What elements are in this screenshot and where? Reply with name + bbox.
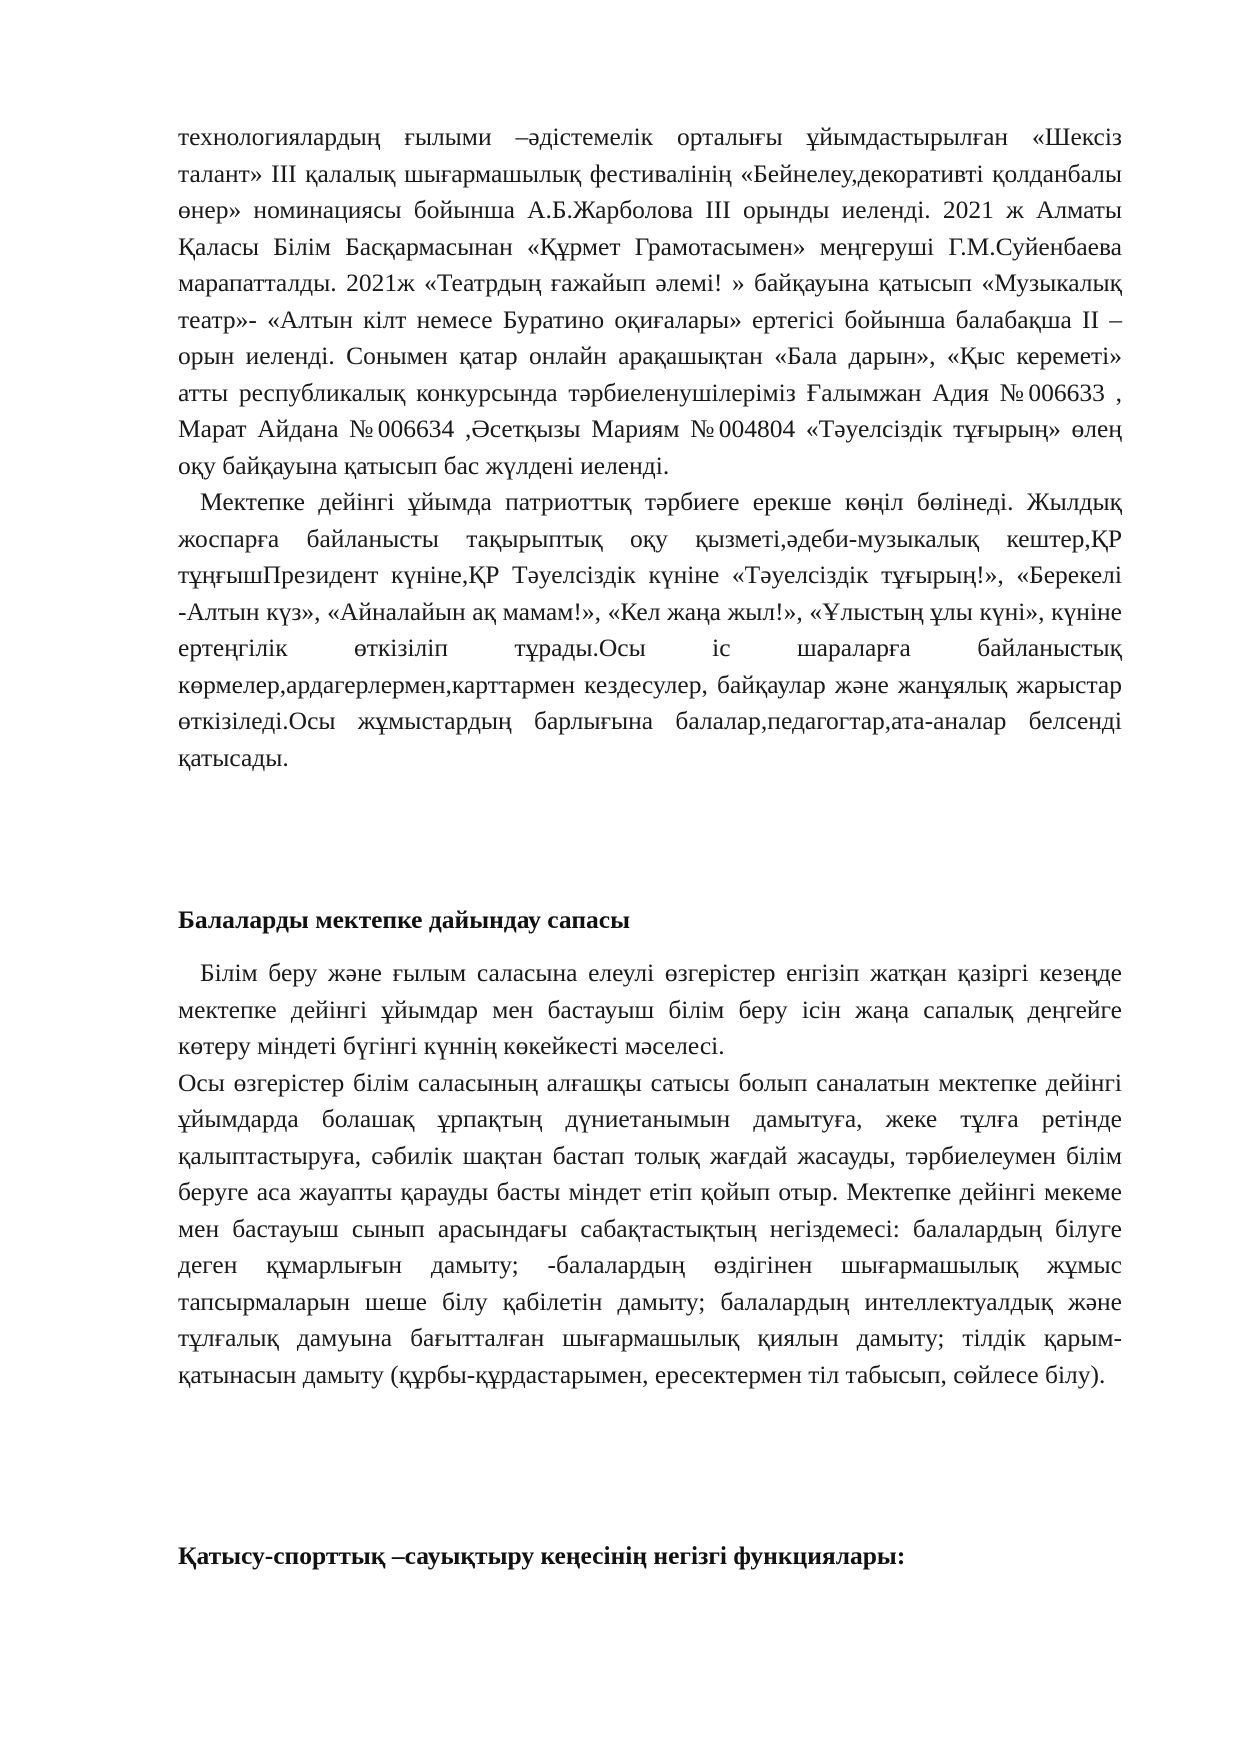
paragraph-awards: технологиялардың ғылыми –әдістемелік орталығы ұйымдастырылған «Шексіз талант» ІІІ қалалық шығармашылық фестивалінің «Бейнелеу,декоративті қолданбалы өнер» номинациясы бойынша А.Б.Жарболова ІІІ орынды иеленді. 2021 ж Алматы Қаласы Білім Басқармасынан «Құрмет Грамотасымен» меңгеруші Г.М.Суйенбаева марапатталды. 2021ж «Театрдың ғажайып әлемі! » байқауына қатысып «Музыкалық театр»- «Алтын кілт немесе Буратино оқиғалары» ертегісі бойынша балабақша ІІ – орын иеленді. Сонымен қатар онлайн арақашықтан «Бала дарын», «Қыс кереметі» атты республикалық конкурсында тәрбиеленушілеріміз Ғалымжан Адия №006633 , Марат Айдана №006634 ,Әсетқызы Мариям №004804 «Тәуелсіздік тұғырың» өлең оқу байқауына қатысып бас жүлдені иеленді. <box>178 122 1122 480</box>
paragraph-continuity: Осы өзгерістер білім саласының алғашқы сатысы болып саналатын мектепке дейінгі ұйымдарда болашақ ұрпақтың дүниетанымын дамытуға, жеке тұлға ретінде қалыптастыруға, сәбилік шақтан бастап толық жағдай жасауды, тәрбиелеумен білім беруге аса жауапты қарауды басты міндет етіп қойып отыр. Мектепке дейінгі мекеме мен бастауыш сынып арасындағы сабақтастықтың негіздемесі: балалардың білуге деген құмарлығын дамыту; -балалардың өздігінен шығармашылық жұмыс тапсырмаларын шеше білу қабілетін дамыту; балалардың интеллектуалдық және тұлғалық дамуына бағытталған шығармашылық қиялын дамыту; тілдік қарым-қатынасын дамыту (құрбы-құрдастарымен, ересектермен тіл табысып, сөйлесе білу). <box>178 1067 1122 1389</box>
section-heading-sports-council: Қатысу-спорттық –сауықтыру кеңесінің негізгі функциялары: <box>178 1541 906 1570</box>
section-heading-school-readiness: Балаларды мектепке дайындау сапасы <box>178 905 631 934</box>
text-block-awards <box>178 119 1122 776</box>
paragraph-reform: Білім беру және ғылым саласына елеулі өзгерістер енгізіп жатқан қазіргі кезеңде мектепке дейінгі ұйымдар мен бастауыш білім беру ісін жаңа сапалық деңгейге көтеру міндеті бүгінгі күннің көкейкесті мәселесі. <box>178 958 1122 1060</box>
paragraph-patriotic-education: Мектепке дейінгі ұйымда патриоттық тәрбиеге ерекше көңіл бөлінеді. Жылдық жоспарға байланысты тақырыптық оқу қызметі,әдеби-музыкалық кештер,ҚР тұңғышПрезидент күніне,ҚР Тәуелсіздік күніне «Тәуелсіздік тұғырың!», «Берекелі -Алтын күз», «Айналайын ақ мамам!», «Кел жаңа жыл!», «Ұлыстың ұлы күні», күніне ертеңгілік өткізіліп тұрады.Осы іс шараларға байланыстық көрмелер,ардагерлермен,карттармен кездесулер, байқаулар және жанұялық жарыстар өткізіледі.Осы жұмыстардың барлығына балалар,педагогтар,ата-аналар белсенді қатысады. <box>178 487 1122 772</box>
text-block-school-readiness <box>178 955 1122 1393</box>
